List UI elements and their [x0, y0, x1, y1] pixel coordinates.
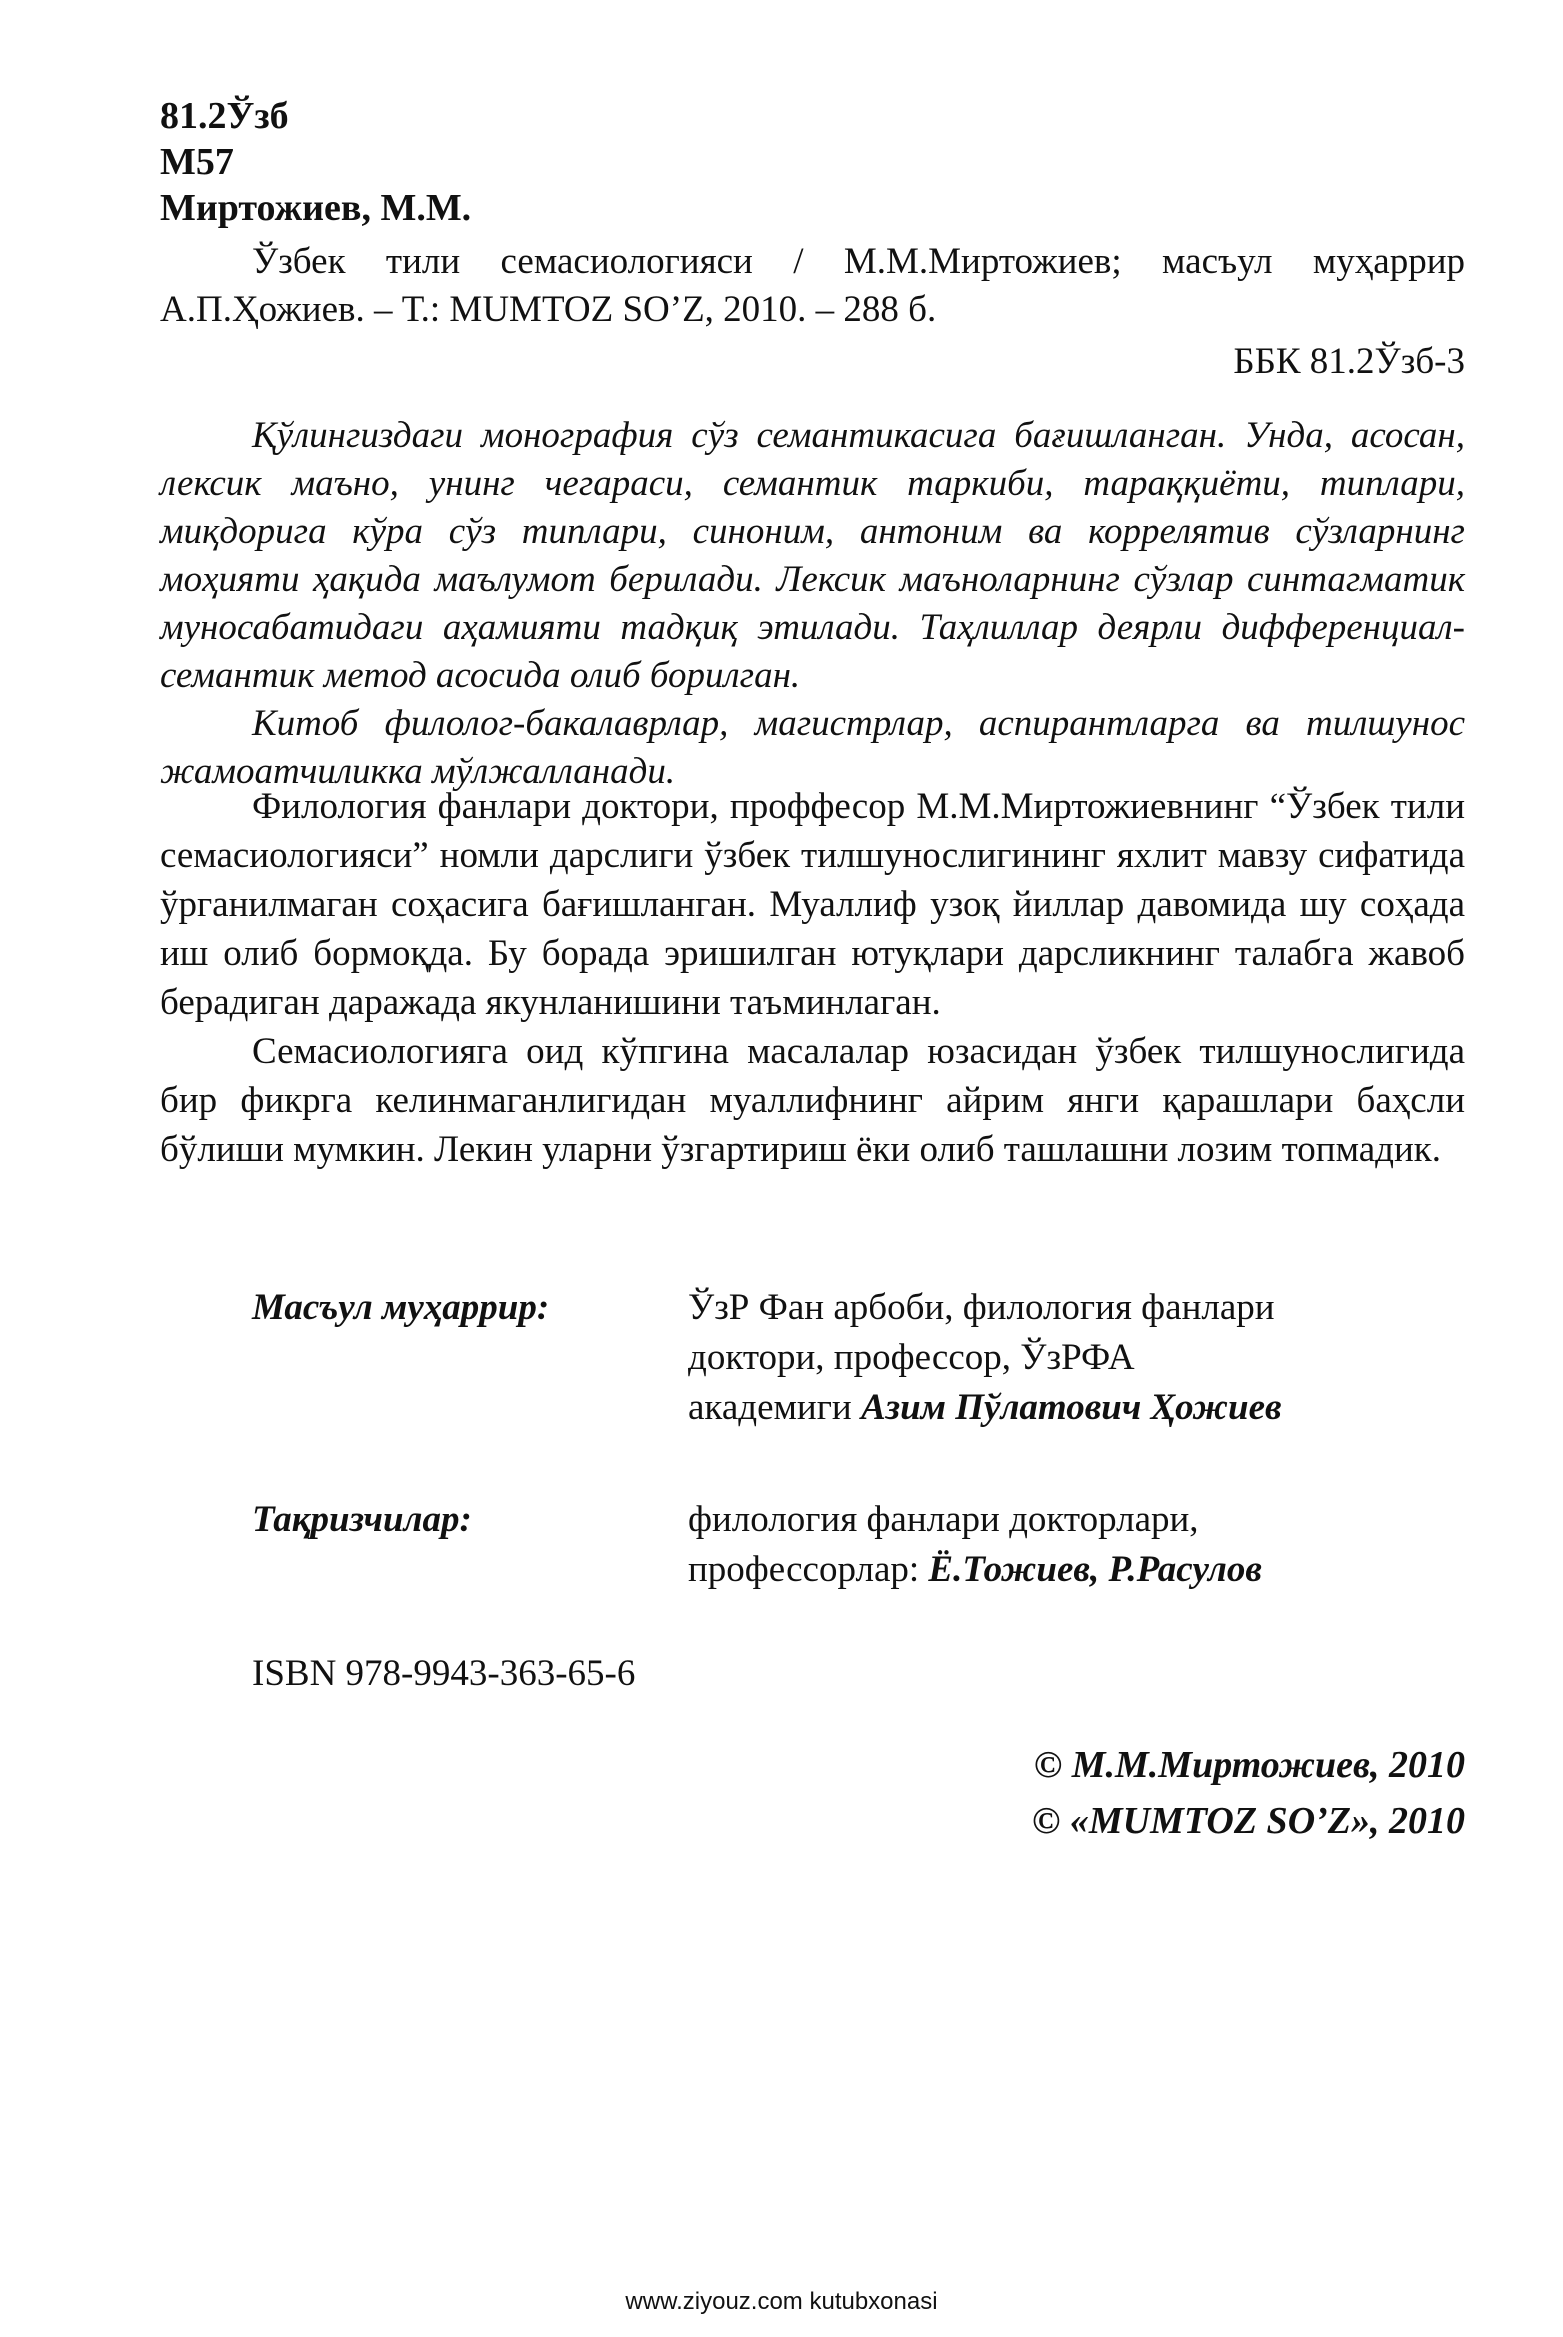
copyright-publisher: © «MUMTOZ SO’Z», 2010 [1031, 1800, 1465, 1842]
classification-code: 81.2Ўзб [160, 95, 289, 137]
preface-paragraph: Филология фанлари доктори, проффесор М.М.Миртожиевнинг “Ўзбек тили семасиологияси” номли дарслиги ўзбек тилшунослигининг яхлит мавзу сифатида ўрганилмаган соҳасига бағишланган. Муаллиф узоқ йиллар давомида шу соҳада иш олиб бормоқда. Бу борада эришилган ютуқлари дарсликнинг талабга жавоб берадиган даражада якунланишини таъминлаган. [160, 786, 1465, 1023]
editor-title: академиги [688, 1387, 861, 1428]
editor-label: Масъул муҳаррир: [252, 1287, 550, 1328]
copyright-author: © М.М.Миртожиев, 2010 [1033, 1744, 1465, 1786]
author-heading: Миртожиев, М.М. [160, 187, 472, 229]
preface-paragraph: Семасиологияга оид кўпгина масалалар юзасидан ўзбек тилшунослигида бир фикрга келинмаганлигидан муаллифнинг айрим янги қарашлари баҳсли бўлиши мумкин. Лекин уларни ўзгартириш ёки олиб ташлашни лозим топмадик. [160, 1031, 1465, 1170]
preface [160, 782, 1465, 1174]
reviewers-label: Тақризчилар: [252, 1499, 472, 1540]
bbk-code: ББК 81.2Ўзб-3 [1233, 341, 1465, 382]
annotation-paragraph: Қўлингиздаги монография сўз семантикасига бағишланган. Унда, асосан, лексик маъно, унинг чегараси, семантик таркиби, тараққиёти, типлари, миқдорига кўра сўз типлари, синоним, антоним ва коррелятив сўзларнинг моҳияти ҳақида маълумот берилади. Лексик маъноларнинг сўзлар синтагматик муносабатидаги аҳамияти тадқиқ этилади. Таҳлиллар деярли дифференциал-семантик метод асосида олиб борилган. [160, 415, 1465, 696]
cutter-number: М57 [160, 141, 234, 183]
editor-info [688, 1283, 1448, 1433]
reviewers-names: Ё.Тожиев, Р.Расулов [928, 1549, 1262, 1590]
footer-watermark: www.ziyouz.com kutubxonasi [625, 2288, 938, 2315]
annotation-paragraph: Китоб филолог-бакалаврлар, магистрлар, аспирантларга ва тилшунос жамоатчиликка мўлжалланади. [160, 703, 1465, 792]
editor-line: ЎзР Фан арбоби, филология фанлари [688, 1287, 1275, 1328]
isbn: ISBN 978-9943-363-65-6 [252, 1653, 636, 1694]
reviewers-line [688, 1545, 1448, 1595]
bibliographic-description: Ўзбек тили семасиологияси / М.М.Миртожиев; масъул муҳаррир А.П.Ҳожиев. – Т.: MUMTOZ SO’Z, 2010. – 288 б. [160, 241, 1465, 330]
reviewers-line: филология фанлари докторлари, [688, 1499, 1199, 1540]
reviewers-title: профессорлар: [688, 1549, 929, 1590]
editor-line: доктори, профессор, ЎзРФА [688, 1337, 1135, 1378]
annotation [160, 412, 1465, 796]
editor-name: Азим Пўлатович Ҳожиев [860, 1387, 1282, 1428]
editor-line [688, 1383, 1448, 1433]
copyright-block [1032, 1737, 1465, 1849]
reviewers-info [688, 1495, 1448, 1595]
